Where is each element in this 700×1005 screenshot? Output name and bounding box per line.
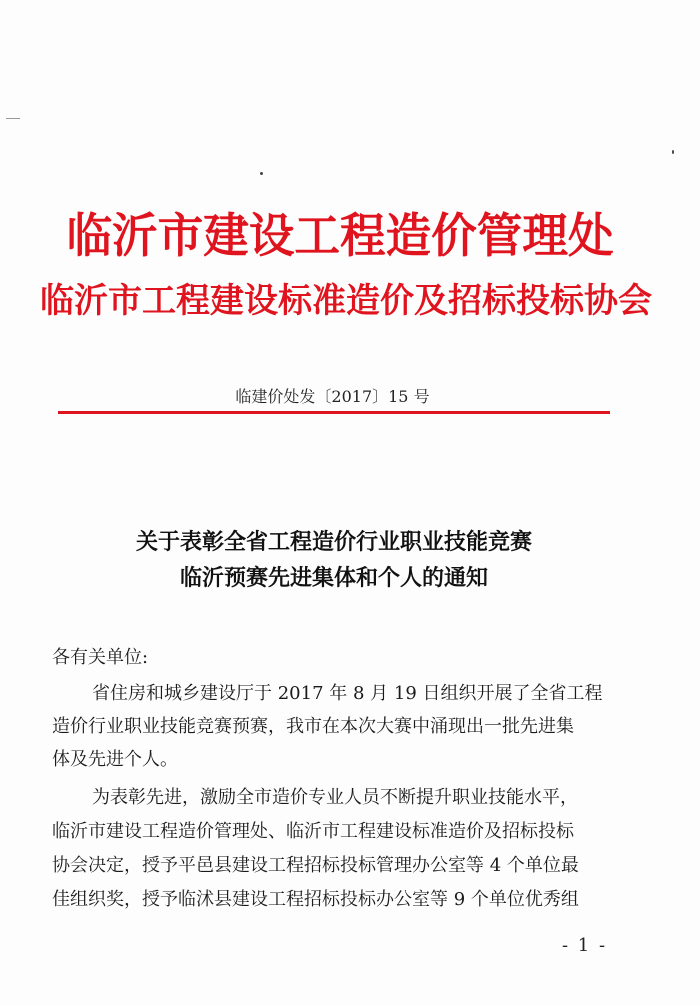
page-number: - 1 -: [562, 935, 608, 956]
scan-speck: [672, 150, 674, 154]
scan-speck: [260, 172, 263, 175]
issuer-name-secondary: 临沂市工程建设标准造价及招标投标协会: [40, 281, 652, 321]
body-line: 体及先进个人。: [52, 749, 178, 770]
issuer-name-primary: 临沂市建设工程造价管理处: [66, 209, 614, 264]
notice-title-line-2: 临沂预赛先进集体和个人的通知: [179, 565, 488, 591]
notice-title-line-1: 关于表彰全省工程造价行业职业技能竞赛: [135, 529, 532, 555]
red-divider-line: [58, 411, 610, 414]
document-number: 临建价处发〔2017〕15 号: [235, 387, 430, 406]
body-line: 协会决定，授予平邑县建设工程招标投标管理办公室等 4 个单位最: [52, 855, 579, 876]
salutation: 各有关单位:: [52, 647, 149, 668]
body-line: 造价行业职业技能竞赛预赛，我市在本次大赛中涌现出一批先进集: [52, 716, 574, 737]
body-line: 省住房和城乡建设厅于 2017 年 8 月 19 日组织开展了全省工程: [92, 683, 603, 704]
body-line: 为表彰先进，激励全市造价专业人员不断提升职业技能水平，: [92, 787, 578, 808]
body-line: 佳组织奖，授予临沭县建设工程招标投标办公室等 9 个单位优秀组: [52, 889, 579, 910]
scan-speck: [6, 118, 20, 119]
body-line: 临沂市建设工程造价管理处、临沂市工程建设标准造价及招标投标: [52, 821, 574, 842]
